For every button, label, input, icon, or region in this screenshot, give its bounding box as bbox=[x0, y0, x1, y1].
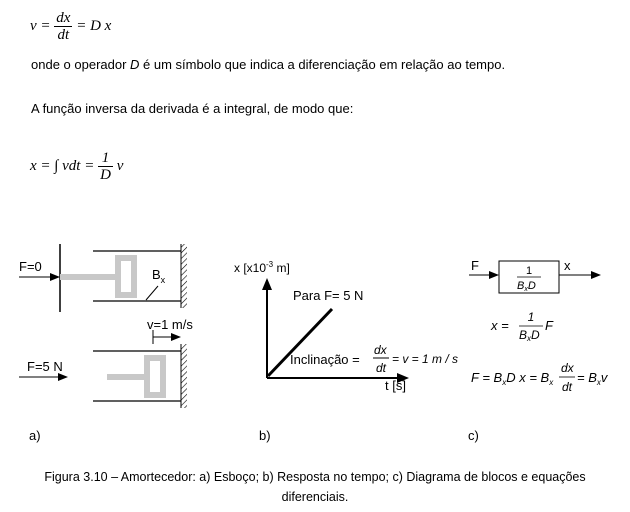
block-num: 1 bbox=[525, 265, 533, 277]
paragraph-operator bbox=[31, 57, 505, 72]
block-diagram-svg bbox=[465, 230, 625, 310]
eq1-fraction bbox=[54, 10, 72, 43]
eq2-lhs: x = ∫ vdt = bbox=[30, 157, 95, 174]
eq3-lhs: x = bbox=[491, 318, 509, 333]
block-output-arrowhead bbox=[591, 271, 601, 279]
bottom-piston-head bbox=[147, 358, 163, 395]
eq4-num: dx bbox=[561, 361, 574, 375]
top-piston-head bbox=[118, 258, 134, 295]
eq2-rhs: v bbox=[116, 157, 124, 174]
slope-label: Inclinação = bbox=[290, 352, 360, 367]
p1-pre: onde o operador bbox=[31, 57, 131, 72]
force-bottom-label: F=5 N bbox=[27, 359, 63, 374]
top-wall-hatch bbox=[181, 244, 187, 308]
eq1-lhs: v = bbox=[30, 17, 51, 34]
eq2-num: 1 bbox=[98, 150, 113, 167]
diagram-a-damper-sketch bbox=[0, 230, 215, 420]
eq2-den: D bbox=[100, 167, 111, 183]
damper-label-leader bbox=[146, 286, 158, 300]
panel-label-a: a) bbox=[29, 428, 41, 443]
eq1-den: dt bbox=[57, 27, 70, 43]
slope-den: dt bbox=[376, 361, 387, 375]
block-den: BxD bbox=[517, 280, 536, 293]
block-output-label: x bbox=[564, 258, 571, 273]
slope-rhs: = v = 1 m / s bbox=[392, 352, 459, 366]
diagram-c-block-diagram bbox=[465, 230, 625, 420]
block-input-label: F bbox=[471, 258, 479, 273]
top-piston-rod bbox=[60, 274, 118, 280]
eq1-num: dx bbox=[56, 10, 71, 26]
eq2-fraction bbox=[98, 150, 113, 183]
force-bottom-arrowhead bbox=[58, 373, 68, 381]
y-axis-label: x [$x10^{-3}$ m] bbox=[234, 260, 290, 275]
panel-label-c: c) bbox=[468, 428, 479, 443]
p1-op: D bbox=[130, 57, 140, 72]
curve-label: Para F= 5 N bbox=[293, 288, 364, 303]
equation-velocity bbox=[30, 10, 111, 43]
force-top-label: F=0 bbox=[19, 259, 42, 274]
block-input-arrowhead bbox=[489, 271, 499, 279]
x-axis-label: t [s] bbox=[385, 378, 406, 393]
paragraph-integral: A função inversa da derivada é a integral, de modo que: bbox=[31, 101, 354, 116]
damper-label: $B_x$ bbox=[152, 267, 166, 285]
force-top-arrowhead bbox=[50, 273, 60, 281]
slope-num: dx bbox=[374, 343, 387, 357]
y-axis-arrowhead bbox=[262, 278, 272, 290]
bottom-wall-hatch bbox=[181, 344, 187, 408]
block-equations-svg bbox=[465, 310, 625, 420]
eq4-right: = $B_xv$ bbox=[577, 370, 608, 387]
eq3-num: 1 bbox=[527, 310, 535, 324]
eq4-left: $F = B_xD$ $x = B_x$ bbox=[471, 370, 554, 387]
eq4-den: dt bbox=[562, 380, 573, 394]
panel-label-b: b) bbox=[259, 428, 271, 443]
velocity-label: v=1 m/s bbox=[147, 317, 193, 332]
eq1-rhs: = D x bbox=[76, 17, 112, 34]
figure-caption-line1: Figura 3.10 – Amortecedor: a) Esboço; b) Resposta no tempo; c) Diagrama de blocos e equações bbox=[44, 470, 586, 484]
bottom-piston-rod bbox=[107, 374, 147, 380]
eq3-rhs: F bbox=[545, 318, 553, 333]
figure-caption-line2: diferenciais. bbox=[281, 490, 349, 504]
eq3-den: BxD bbox=[519, 328, 540, 343]
equation-integral bbox=[30, 150, 123, 183]
diagram-b-time-response bbox=[215, 230, 465, 420]
velocity-arrowhead bbox=[171, 333, 181, 341]
p1-post: é um símbolo que indica a diferenciação em relação ao tempo. bbox=[139, 57, 506, 72]
